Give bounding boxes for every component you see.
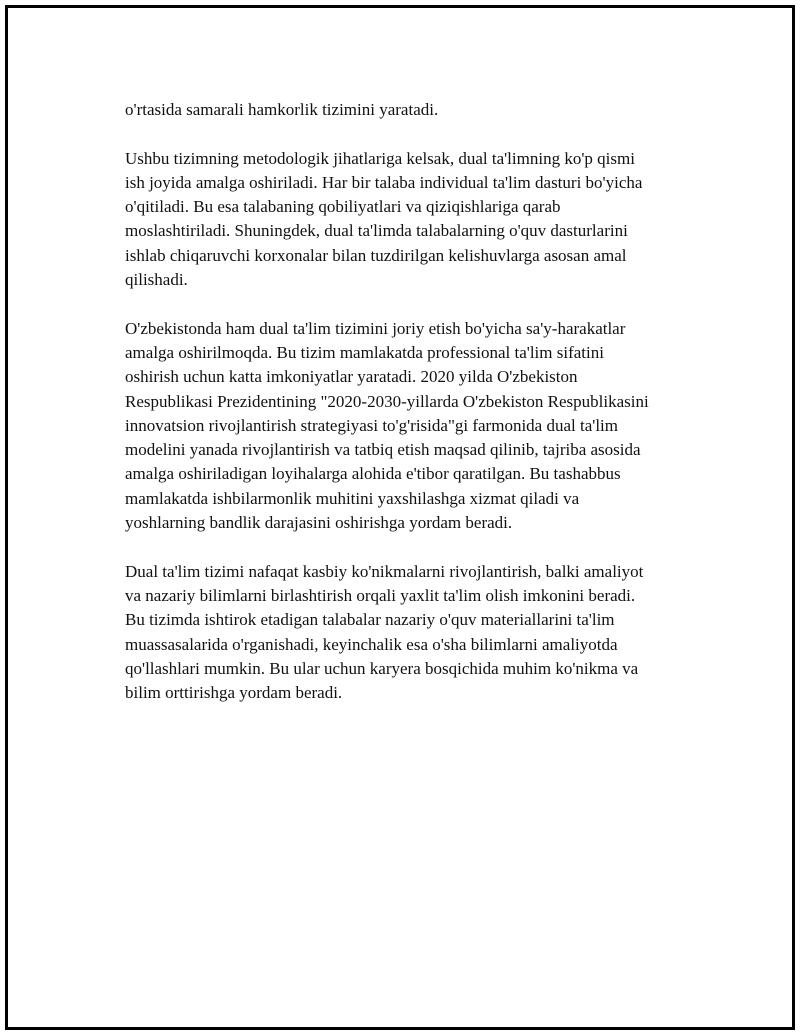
text-line: amalga oshiriladigan loyihalarga alohida e'tibor qaratilgan. Bu tashabbus	[125, 464, 621, 484]
text-line: Respublikasi Prezidentining "2020-2030-yillarda O'zbekiston Respublikasini	[125, 391, 649, 411]
document-body	[125, 98, 693, 730]
paragraph-1	[125, 98, 693, 122]
text-line: Ushbu tizimning metodologik jihatlariga kelsak, dual ta'limning ko'p qismi	[125, 148, 635, 168]
text-line: Bu tizimda ishtirok etadigan talabalar nazariy o'quv materiallarini ta'lim	[125, 610, 615, 630]
text-line: modelini yanada rivojlantirish va tatbiq etish maqsad qilinib, tajriba asosida	[125, 440, 641, 460]
text-line: ish joyida amalga oshiriladi. Har bir talaba individual ta'lim dasturi bo'yicha	[125, 172, 643, 192]
paragraph-2	[125, 147, 693, 293]
text-line: ishlab chiqaruvchi korxonalar bilan tuzdirilgan kelishuvlarga asosan amal	[125, 245, 627, 265]
text-line: qo'llashlari mumkin. Bu ular uchun karyera bosqichida muhim ko'nikma va	[125, 658, 639, 678]
text-line: O'zbekistonda ham dual ta'lim tizimini joriy etish bo'yicha sa'y-harakatlar	[125, 318, 626, 338]
text-line: muassasalarida o'rganishadi, keyinchalik esa o'sha bilimlarni amaliyotda	[125, 634, 618, 654]
text-line: moslashtiriladi. Shuningdek, dual ta'limda talabalarning o'quv dasturlarini	[125, 221, 628, 241]
text-line: va nazariy bilimlarni birlashtirish orqali yaxlit ta'lim olish imkonini beradi.	[125, 585, 636, 605]
text-line: o'qitiladi. Bu esa talabaning qobiliyatlari va qiziqishlariga qarab	[125, 197, 561, 217]
page-frame	[5, 5, 795, 1030]
paragraph-4	[125, 560, 693, 706]
text-line: mamlakatda ishbilarmonlik muhitini yaxshilashga xizmat qiladi va	[125, 488, 580, 508]
text-line: Dual ta'lim tizimi nafaqat kasbiy ko'nikmalarni rivojlantirish, balki amaliyot	[125, 561, 644, 581]
text-line: qilishadi.	[125, 270, 188, 290]
text-line: o'rtasida samarali hamkorlik tizimini yaratadi.	[125, 100, 439, 119]
paragraph-3	[125, 317, 693, 536]
text-line: innovatsion rivojlantirish strategiyasi to'g'risida"gi farmonida dual ta'lim	[125, 415, 618, 435]
text-line: amalga oshirilmoqda. Bu tizim mamlakatda professional ta'lim sifatini	[125, 342, 604, 362]
text-line: yoshlarning bandlik darajasini oshirishga yordam beradi.	[125, 513, 513, 533]
text-line: oshirish uchun katta imkoniyatlar yaratadi. 2020 yilda O'zbekiston	[125, 367, 578, 387]
text-line: bilim orttirishga yordam beradi.	[125, 683, 343, 703]
